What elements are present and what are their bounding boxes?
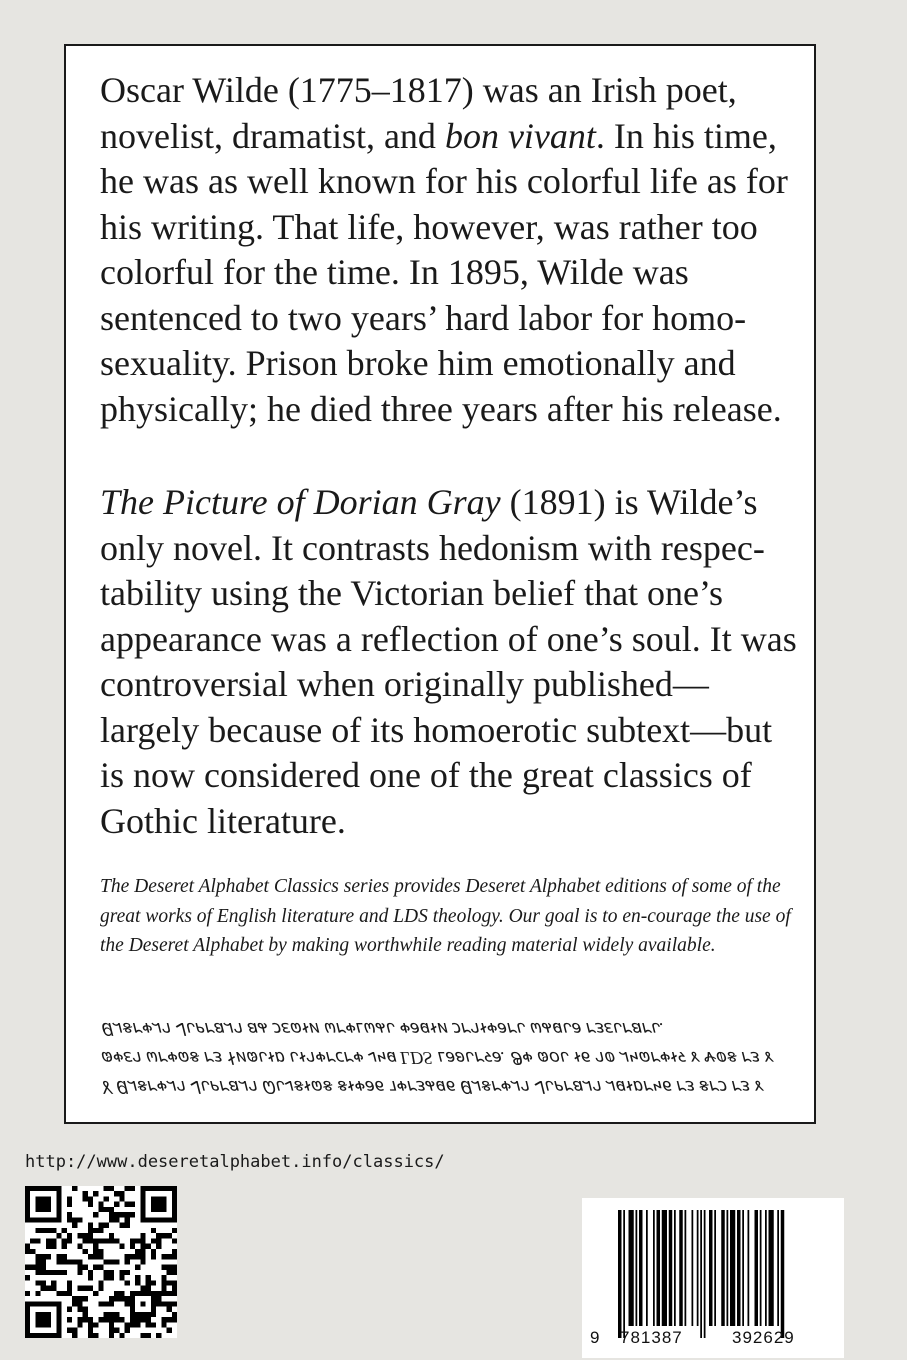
bio-text-after: . In his time, he was as well known for his colorful life as for his writing. That life, however, was rather too colorful for the time. In 1895, Wilde was sentenced to two years’ hard labor for homo-sexuality. Prison broke him emotionally and physically; he died three years after his release. xyxy=(100,115,788,429)
novel-description xyxy=(100,480,800,844)
isbn-left-group: 781387 xyxy=(620,1328,683,1347)
novel-title: The Picture of Dorian Gray xyxy=(100,482,501,522)
bio-italic: bon vivant xyxy=(444,115,596,156)
isbn-right-group: 392629 xyxy=(732,1328,795,1347)
isbn-first-digit: 9 xyxy=(590,1328,601,1347)
author-bio xyxy=(100,68,800,432)
series-url[interactable]: http://www.deseretalphabet.info/classics/ xyxy=(25,1152,445,1172)
isbn-barcode xyxy=(582,1198,844,1358)
bio-text-before: Oscar Wilde (1775–1817) was an Irish poet, novelist, dramatist, and xyxy=(100,70,737,156)
deseret-blurb: 𐐜 𐐔𐐯𐑅𐐲𐑉𐐯𐐻 𐐈𐑊𐑁𐐲𐐺𐐯𐐻 𐐗𐑊𐐰𐑅𐐮𐐿𐑅 𐑅𐐮𐑉𐐨𐑆 𐐹𐑉𐐲𐑂𐐴𐐼𐑆 𐐔𐐯𐑅𐐲𐑉𐐯𐐻 𐐈𐑊𐑁𐐲𐐺𐐯𐐻 𐐯𐐼𐐮𐑇𐐲𐑌𐑆 𐐲𐑂 𐑅𐐲𐑋 𐐲𐑂 𐑄 𐑀𐑉𐐩𐐻 𐐶𐐲𐑉𐐿𐑅 𐐲𐑂 𐐆𐑍𐑀𐑊𐐮𐑇 𐑊𐐮𐐻𐑉𐐲𐐽𐐲𐑉 𐐰𐑌𐐼 LDS 𐑃𐐨𐐪𐑊𐐲𐐾𐐨. 𐐍𐑉 𐑀𐐬𐑊 𐐮𐑆 𐐻𐐭 𐐯𐑌𐐿𐐲𐑉𐐮𐐾 𐑄 𐐷𐐭𐑅 𐐲𐑂 𐑄 𐐔𐐯𐑅𐐲𐑉𐐯𐐻 𐐈𐑊𐑁𐐲𐐺𐐯𐐻 𐐺𐐴 𐑋𐐩𐐿𐐮𐑍 𐐶𐐲𐑉𐑃𐐶𐐴𐑊 𐑉𐐨𐐼𐐮𐑍 𐑋𐐲𐐻𐐮𐑉𐐨𐐲𐑊 𐐶𐐴𐐼𐑊𐐨 𐐲𐑂𐐩𐑊𐐲𐐺𐐲𐑊. xyxy=(100,1019,772,1097)
novel-text: (1891) is Wilde’s only novel. It contrasts hedonism with respec-tability using the Victorian belief that one’s appearance was a reflection of one’s soul. It was controversial when originally published—largely because of its homoerotic subtext—but is now considered one of the great classics of Gothic literature. xyxy=(100,482,797,841)
back-cover-panel xyxy=(64,44,816,1124)
qr-code xyxy=(25,1186,177,1338)
series-blurb: The Deseret Alphabet Classics series provides Deseret Alphabet editions of some of the great works of English literature and LDS theology. Our goal is to en-courage the use of the Deseret Alphabet by making worthwhile reading material widely available. xyxy=(100,876,791,956)
